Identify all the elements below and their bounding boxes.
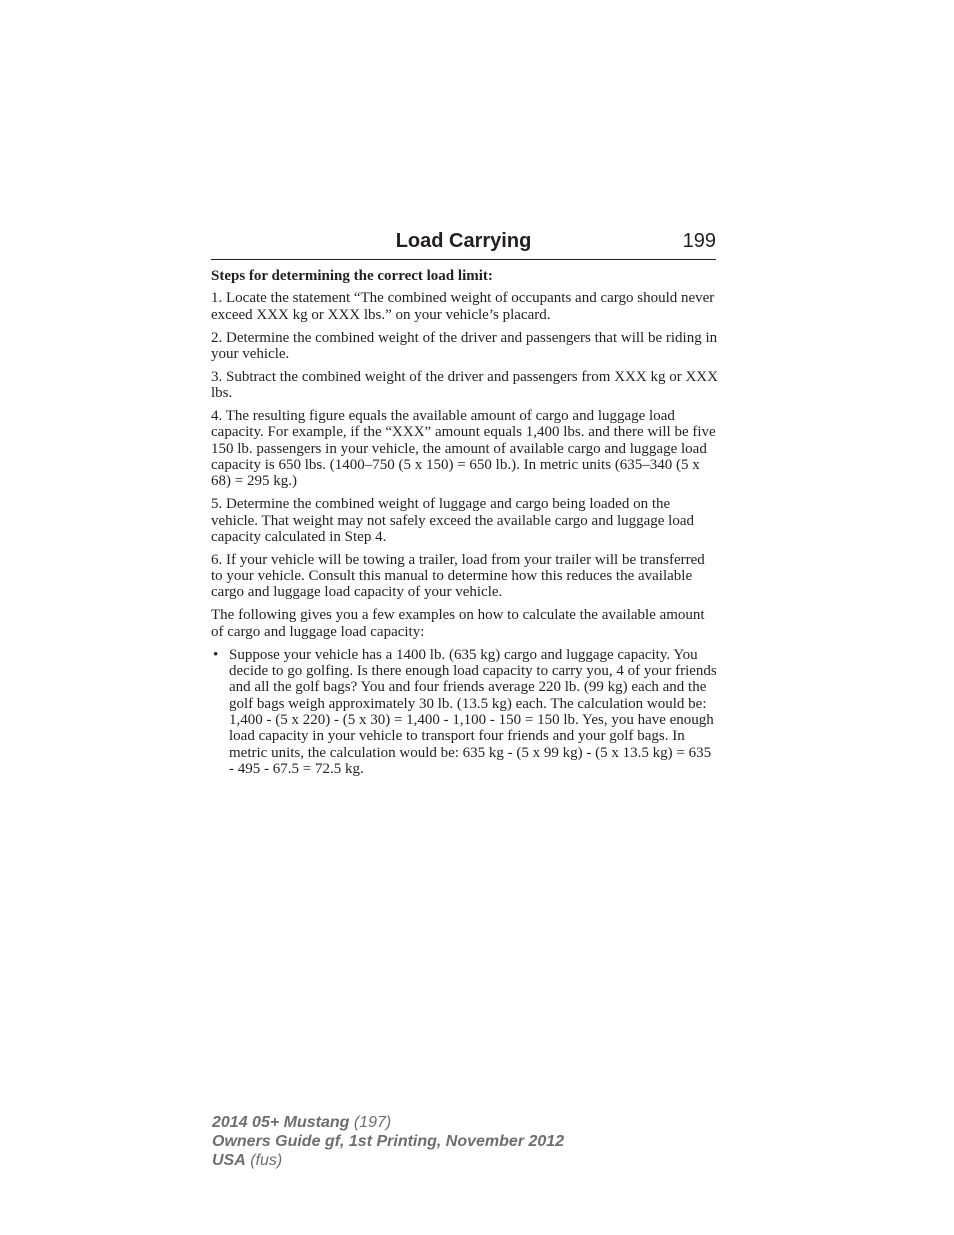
step-paragraph: 3. Subtract the combined weight of the driver and passengers from XXX kg or XXX lbs. bbox=[211, 368, 718, 402]
page-header bbox=[211, 228, 716, 260]
footer-line-market bbox=[212, 1151, 564, 1170]
steps-heading: Steps for determining the correct load limit: bbox=[211, 268, 493, 284]
step-paragraph: 2. Determine the combined weight of the driver and passengers that will be riding in your vehicle. bbox=[211, 329, 718, 362]
footer-line-model bbox=[212, 1113, 564, 1132]
page-footer bbox=[212, 1113, 564, 1170]
step-paragraph: 4. The resulting figure equals the available amount of cargo and luggage load capacity. For example, if the “XXX” amount equals 1,400 lbs. and there will be five 150 lb. passengers in your vehicle, the amount of available cargo and luggage load capacity is 650 lbs. (1400–750 (5 x 150) = 650 lb.). In metric units (635–340 (5 x 68) = 295 kg.) bbox=[211, 408, 716, 490]
footer-market-code: (fus) bbox=[245, 1152, 283, 1169]
step-paragraph: 1. Locate the statement “The combined weight of occupants and cargo should never exceed XXX kg or XXX lbs.” on your vehicle’s placard. bbox=[211, 290, 715, 323]
step-paragraph: 5. Determine the combined weight of luggage and cargo being loaded on the vehicle. That weight may not safely exceed the available cargo and luggage load capacity calculated in Step 4. bbox=[211, 496, 695, 545]
example-text: Suppose your vehicle has a 1400 lb. (635 kg) cargo and luggage capacity. You decide to go golfing. Is there enough load capacity to carry you, 4 of your friends and all the golf bags? You and four friends average 220 lb. (99 kg) each and the golf bags weigh approximately 30 lb. (13.5 kg) each. The calculation would be: 1,400 - (5 x 220) - (5 x 30) = 1,400 - 1,100 - 150 = 150 lb. Yes, you have enough load capacity in your vehicle to transport four friends and your golf bags. In metric units, the calculation would be: 635 kg - (5 x 99 kg) - (5 x 13.5 kg) = 635 - 495 - 67.5 = 72.5 kg. bbox=[229, 646, 717, 777]
footer-line-printing bbox=[212, 1132, 564, 1151]
footer-model: 2014 05+ Mustang bbox=[212, 1114, 350, 1131]
step-paragraph: 6. If your vehicle will be towing a trailer, load from your trailer will be transferred to your vehicle. Consult this manual to determine how this reduces the available cargo and luggage load capacity of your vehicle. bbox=[211, 551, 705, 601]
footer-printing: Owners Guide gf, 1st Printing, November 2012 bbox=[212, 1133, 565, 1150]
example-list bbox=[211, 647, 718, 777]
section-title: Load Carrying bbox=[395, 230, 532, 252]
footer-model-code: (197) bbox=[349, 1114, 392, 1131]
page-number: 199 bbox=[682, 230, 716, 252]
list-item bbox=[211, 647, 718, 777]
footer-market: USA bbox=[212, 1152, 246, 1169]
main-content bbox=[211, 268, 718, 777]
intro-paragraph: The following gives you a few examples on how to calculate the available amount of cargo and luggage load capacity: bbox=[211, 607, 705, 640]
bullet-icon: • bbox=[213, 646, 219, 663]
